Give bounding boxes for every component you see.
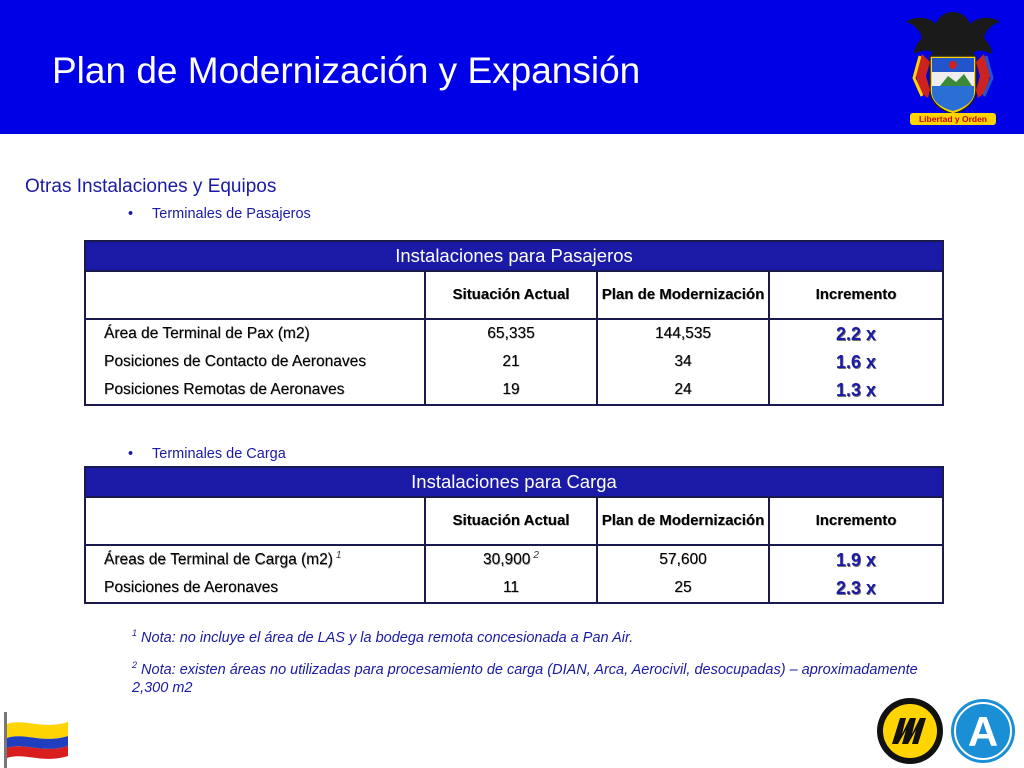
cell-plan: 34 <box>597 348 769 376</box>
column-header-incremento: Incremento <box>769 271 943 319</box>
cell-plan: 144,535 <box>597 319 769 348</box>
page-title: Plan de Modernización y Expansión <box>52 50 641 91</box>
footnote-text: Nota: no incluye el área de LAS y la bodega remota concesionada a Pan Air. <box>137 629 634 646</box>
a-logo-letter: A <box>967 708 999 755</box>
bullet-terminales-carga <box>128 446 286 462</box>
table-row <box>85 574 943 603</box>
header-bar <box>0 0 1024 134</box>
table-row <box>85 348 943 376</box>
cell-actual: 19 <box>425 376 597 405</box>
cell-incremento: 2.2 x <box>769 319 943 348</box>
bullet-label: Terminales de Pasajeros <box>152 206 311 222</box>
table-row <box>85 376 943 405</box>
footnote-text: Nota: existen áreas no utilizadas para procesamiento de carga (DIAN, Arca, Aerocivil, desocupadas) – aproximadamente 2,300 m2 <box>132 661 918 696</box>
cell-actual: 11 <box>425 574 597 603</box>
row-label: Posiciones Remotas de Aeronaves <box>85 376 425 405</box>
column-header-situacion: Situación Actual <box>425 271 597 319</box>
bullet-terminales-pasajeros <box>128 206 311 222</box>
footnote-marker: 1 <box>335 550 342 562</box>
row-label: Posiciones de Contacto de Aeronaves <box>85 348 425 376</box>
column-header-situacion: Situación Actual <box>425 497 597 545</box>
colombia-flag-icon <box>2 712 72 768</box>
carga-table <box>84 466 944 604</box>
column-header-empty <box>85 271 425 319</box>
mt-logo-icon <box>874 694 946 768</box>
crest-motto: Libertad y Orden <box>918 114 988 124</box>
cell-actual: 21 <box>425 348 597 376</box>
pasajeros-table <box>84 240 944 406</box>
footnote-number: 2 <box>132 660 138 670</box>
table-title: Instalaciones para Pasajeros <box>85 241 943 271</box>
row-label: Área de Terminal de Pax (m2) <box>85 319 425 348</box>
footnote-2 <box>132 656 952 697</box>
cell-plan: 24 <box>597 376 769 405</box>
row-label: Áreas de Terminal de Carga (m2) <box>104 551 333 569</box>
cell-incremento: 1.6 x <box>769 348 943 376</box>
cell-actual-cell <box>425 545 597 574</box>
cell-incremento: 2.3 x <box>769 574 943 603</box>
column-header-empty <box>85 497 425 545</box>
footnote-number: 1 <box>132 628 138 638</box>
table-title: Instalaciones para Carga <box>85 467 943 497</box>
cell-actual: 30,900 <box>483 551 531 569</box>
footnote-marker: 2 <box>533 550 539 562</box>
column-header-plan: Plan de Modernización <box>597 271 769 319</box>
bullet-label: Terminales de Carga <box>152 446 286 462</box>
table-row <box>85 319 943 348</box>
cell-plan: 57,600 <box>597 545 769 574</box>
cell-actual: 65,335 <box>425 319 597 348</box>
cell-plan: 25 <box>597 574 769 603</box>
bullet-dot-icon: • <box>128 206 134 222</box>
a-logo-icon <box>948 696 1018 766</box>
section-title: Otras Instalaciones y Equipos <box>25 176 277 197</box>
cell-incremento: 1.9 x <box>769 545 943 574</box>
row-label-cell <box>85 545 425 574</box>
column-header-incremento: Incremento <box>769 497 943 545</box>
cell-incremento: 1.3 x <box>769 376 943 405</box>
footnote-1 <box>132 624 952 647</box>
column-header-plan: Plan de Modernización <box>597 497 769 545</box>
bullet-dot-icon: • <box>128 446 134 462</box>
table-row <box>85 545 943 574</box>
row-label: Posiciones de Aeronaves <box>85 574 425 603</box>
colombia-coat-of-arms-icon <box>900 6 1006 128</box>
